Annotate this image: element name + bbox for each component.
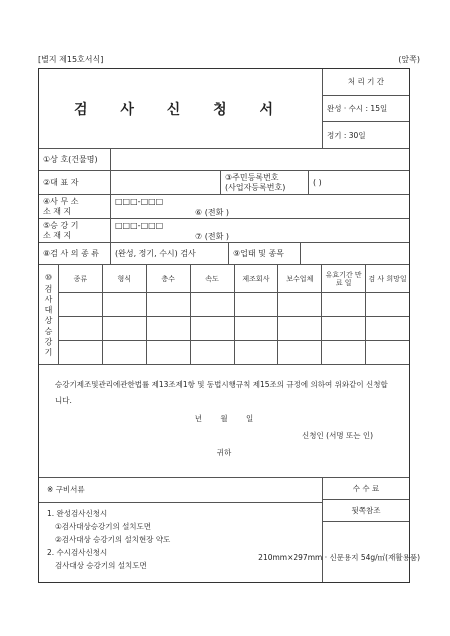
document-item: 2. 수시검사신청시 xyxy=(47,548,108,557)
cell[interactable] xyxy=(322,341,366,364)
document-item: 검사대상 승강기의 설치도면 xyxy=(55,561,147,570)
cell[interactable] xyxy=(103,293,147,316)
cell[interactable] xyxy=(191,317,235,340)
id-number-field[interactable]: ( ) xyxy=(313,178,322,187)
col-type: 종류 xyxy=(59,265,103,292)
lift-label-line1: ⑤승 강 기 xyxy=(43,220,79,230)
business-type-field[interactable] xyxy=(301,243,409,264)
representative-field[interactable] xyxy=(111,171,221,194)
cell[interactable] xyxy=(191,293,235,316)
fee-value: 뒷쪽참조 xyxy=(323,500,409,522)
row-company-name xyxy=(39,149,409,171)
cell[interactable] xyxy=(147,341,191,364)
form-header xyxy=(39,69,409,149)
document-item: 1. 완성검사신청시 xyxy=(47,509,108,518)
office-phone: ⑥ (전화 ) xyxy=(195,207,229,217)
page-side-label: (앞쪽) xyxy=(398,55,420,64)
lift-label-line2: 소 재 지 xyxy=(43,230,72,240)
cell[interactable] xyxy=(59,317,103,340)
office-address-label xyxy=(39,195,111,218)
inspection-type-field[interactable]: (완성, 정기, 수시) 검사 xyxy=(111,243,229,264)
cell[interactable] xyxy=(322,293,366,316)
form-reference: [별지 제15호서식] xyxy=(38,55,104,64)
date-line[interactable]: 년 월 일 xyxy=(194,414,254,423)
processing-line-1: 완성 · 수시 : 15일 xyxy=(323,96,409,123)
lift-phone: ⑦ (전화 ) xyxy=(195,231,229,241)
col-manufacturer: 제조회사 xyxy=(235,265,279,292)
lift-postal-boxes: □□□-□□□ xyxy=(115,220,164,230)
cell[interactable] xyxy=(235,341,279,364)
row-lift-address xyxy=(39,219,409,243)
cell[interactable] xyxy=(103,317,147,340)
cell[interactable] xyxy=(147,293,191,316)
documents-header: ※ 구비서류 xyxy=(39,478,322,503)
inspection-row xyxy=(59,293,409,317)
col-speed: 속도 xyxy=(191,265,235,292)
cell[interactable] xyxy=(59,341,103,364)
fee-box xyxy=(323,478,409,582)
required-documents xyxy=(39,478,323,582)
cell[interactable] xyxy=(366,317,409,340)
company-name-label: ①상 호(건물명) xyxy=(39,149,111,170)
office-label-line2: 소 재 지 xyxy=(43,206,72,216)
col-floors: 층수 xyxy=(147,265,191,292)
cell[interactable] xyxy=(191,341,235,364)
processing-line-2: 정기 : 30일 xyxy=(327,130,366,140)
cell[interactable] xyxy=(59,293,103,316)
business-type-label: ⑨업태 및 종목 xyxy=(229,243,301,264)
statement-block xyxy=(39,365,409,477)
col-desired-date: 검 사 희망일 xyxy=(368,274,407,283)
cell[interactable] xyxy=(278,341,322,364)
inspection-side-text: ⑩ 검 사 대 상 승 강 기 xyxy=(44,273,53,356)
cell[interactable] xyxy=(278,317,322,340)
cell[interactable] xyxy=(278,293,322,316)
cell[interactable] xyxy=(322,317,366,340)
document-item: ②검사대상 승강기의 설치현장 약도 xyxy=(55,535,171,544)
office-address-field[interactable] xyxy=(111,195,409,218)
processing-header: 처 리 기 간 xyxy=(323,69,409,96)
paper-spec-footer: 210mm×297mm · 신문용지 54g/㎡(재활용품) xyxy=(258,553,420,562)
office-postal-boxes: □□□-□□□ xyxy=(115,196,164,206)
id-number-label: ③주민등록번호 (사업자등록번호) xyxy=(221,171,309,194)
processing-period-box xyxy=(323,69,409,148)
fee-label: 수 수 료 xyxy=(323,478,409,500)
statement-row xyxy=(39,365,409,478)
lift-address-label xyxy=(39,219,111,242)
inspection-type-label: ⑧검 사 의 종 류 xyxy=(39,243,111,264)
cell[interactable] xyxy=(235,317,279,340)
inspection-grid xyxy=(59,265,409,364)
statement-text: 승강기제조및관리에관한법률 제13조제1항 및 동법시행규칙 제15조의 규정에 의하여 위와같이 신청합니다. xyxy=(55,380,388,405)
addressee: 귀하 xyxy=(216,448,232,457)
inspection-header-row xyxy=(59,265,409,293)
col-expiry: 유효기간 만 료 일 xyxy=(322,265,366,292)
document-item: ①검사대상승강기의 설치도면 xyxy=(55,522,152,531)
cell[interactable] xyxy=(235,293,279,316)
office-label-line1: ④사 무 소 xyxy=(43,196,79,206)
inspection-target-table xyxy=(39,265,409,365)
representative-label: ②대 표 자 xyxy=(39,171,111,194)
cell[interactable] xyxy=(366,341,409,364)
row-representative xyxy=(39,171,409,195)
inspection-row xyxy=(59,317,409,341)
row-inspection-type xyxy=(39,243,409,265)
cell[interactable] xyxy=(366,293,409,316)
company-name-field[interactable] xyxy=(111,149,409,170)
documents-row xyxy=(39,478,409,582)
col-model: 형식 xyxy=(103,265,147,292)
inspection-target-side-label xyxy=(39,265,59,364)
application-form xyxy=(38,68,410,583)
inspection-row xyxy=(59,341,409,364)
cell[interactable] xyxy=(103,341,147,364)
signature-line[interactable]: 신청인 (서명 또는 인) xyxy=(302,431,373,440)
row-office-address xyxy=(39,195,409,219)
form-title: 검 사 신 청 서 xyxy=(39,69,323,148)
cell[interactable] xyxy=(147,317,191,340)
col-maintenance: 보수업체 xyxy=(278,265,322,292)
lift-address-field[interactable] xyxy=(111,219,409,242)
